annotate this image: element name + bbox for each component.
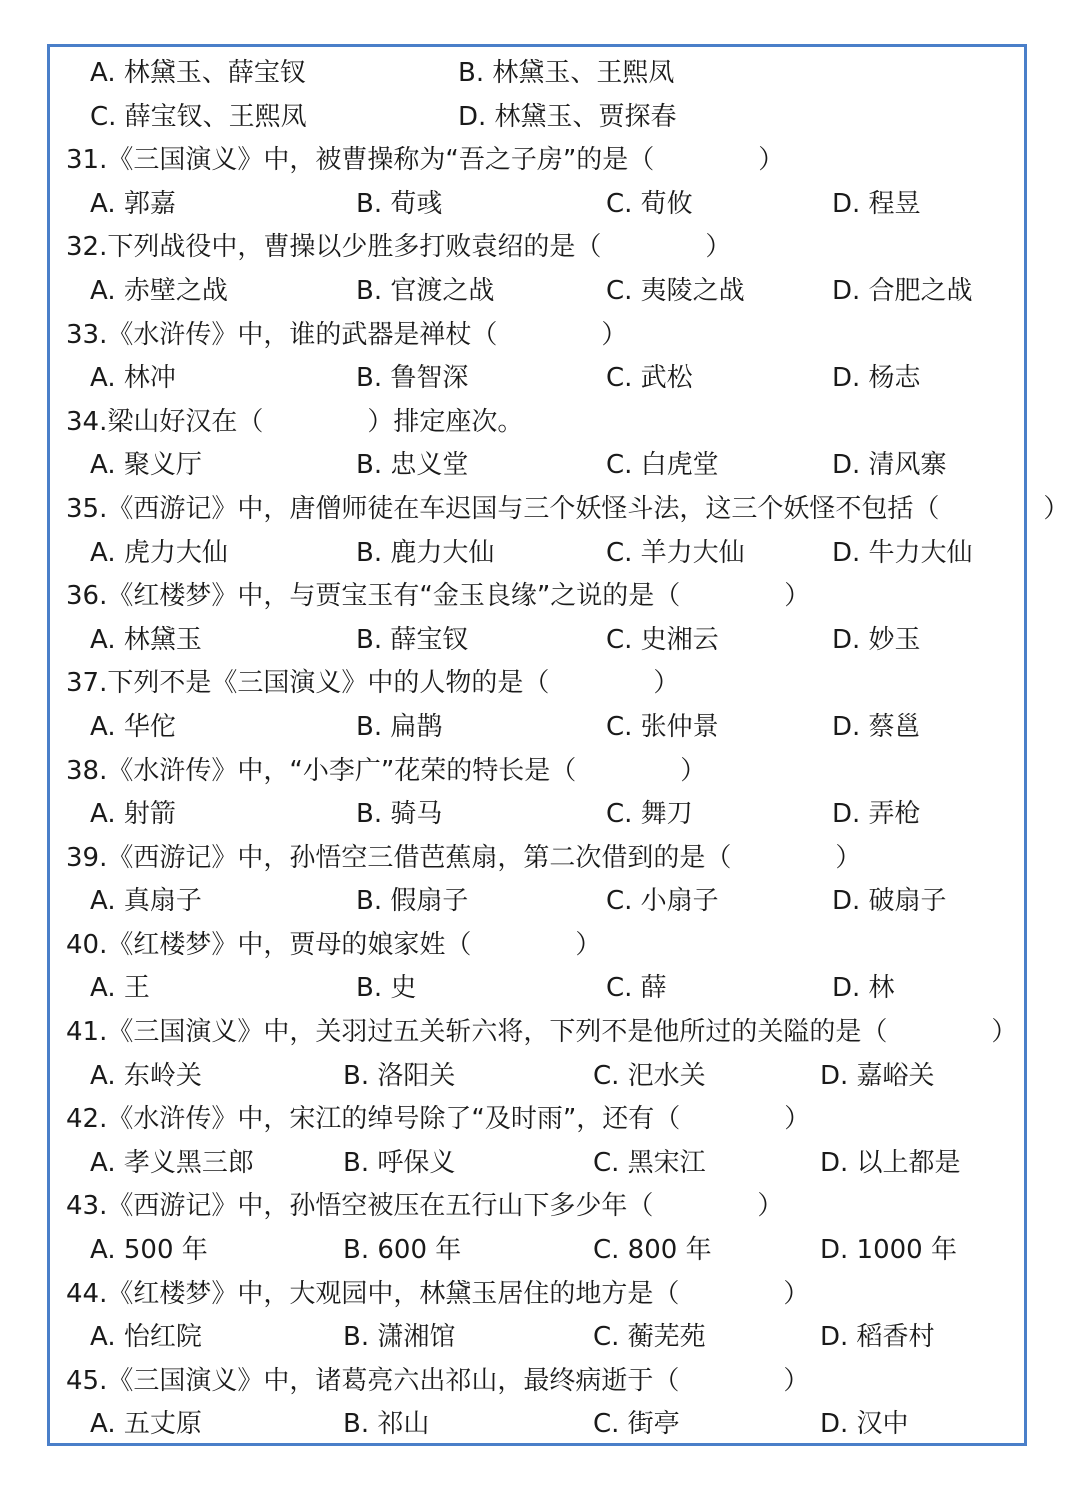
- question-row: [0, 662, 1080, 706]
- option-b: B. 潇湘馆: [343, 1322, 456, 1353]
- question-row: [0, 837, 1080, 881]
- question-row: [0, 139, 1080, 183]
- option-a: A. 射箭: [90, 799, 176, 830]
- option-d: D. 破扇子: [832, 886, 947, 917]
- option-row: [0, 1142, 1080, 1186]
- option-c: C. 薛宝钗、王熙凤: [90, 101, 307, 132]
- option-d: D. 杨志: [832, 363, 921, 394]
- option-c: C. 夷陵之战: [606, 275, 745, 306]
- option-d: D. 林: [832, 973, 895, 1004]
- option-d: D. 弄枪: [832, 799, 921, 830]
- option-c: C. 张仲景: [606, 711, 719, 742]
- option-c: C. 街亭: [593, 1409, 680, 1440]
- question-row: [0, 750, 1080, 794]
- option-b: B. 洛阳关: [343, 1060, 456, 1091]
- option-a: A. 林冲: [90, 363, 176, 394]
- question-row: [0, 1098, 1080, 1142]
- option-row: [0, 880, 1080, 924]
- option-d: D. 妙玉: [832, 624, 921, 655]
- question-row: [0, 314, 1080, 358]
- option-row: [0, 793, 1080, 837]
- option-d: D. 稻香村: [820, 1322, 935, 1353]
- question-text: 34.梁山好汉在（ ）排定座次。: [66, 406, 524, 437]
- option-c: C. 蘅芜苑: [593, 1322, 706, 1353]
- question-row: [0, 575, 1080, 619]
- option-d: D. 1000 年: [820, 1235, 957, 1266]
- option-row: [0, 619, 1080, 663]
- option-row: [0, 1403, 1080, 1447]
- option-b: B. 薛宝钗: [356, 624, 469, 655]
- option-c: C. 黑宋江: [593, 1147, 706, 1178]
- option-d: D. 合肥之战: [832, 275, 973, 306]
- option-a: A. 赤壁之战: [90, 275, 228, 306]
- question-row: [0, 1360, 1080, 1404]
- question-row: [0, 1011, 1080, 1055]
- option-b: B. 600 年: [343, 1235, 462, 1266]
- option-row: [0, 444, 1080, 488]
- question-text: 33.《水浒传》中，谁的武器是禅杖（ ）: [66, 319, 628, 350]
- option-b: B. 鹿力大仙: [356, 537, 495, 568]
- option-c: C. 薛: [606, 973, 667, 1004]
- option-row: [0, 532, 1080, 576]
- option-d: D. 程昱: [832, 188, 921, 219]
- question-text: 32.下列战役中，曹操以少胜多打败袁绍的是（ ）: [66, 232, 732, 263]
- option-row: [0, 1316, 1080, 1360]
- option-d: D. 蔡邕: [832, 711, 921, 742]
- question-row: [0, 226, 1080, 270]
- option-a: A. 林黛玉、薛宝钗: [90, 58, 306, 88]
- question-text: 42.《水浒传》中，宋江的绰号除了“及时雨”，还有（ ）: [66, 1104, 811, 1135]
- option-a: A. 东岭关: [90, 1060, 202, 1091]
- question-text: 36.《红楼梦》中，与贾宝玉有“金玉良缘”之说的是（ ）: [66, 581, 811, 612]
- option-d: D. 以上都是: [820, 1147, 961, 1178]
- option-a: A. 华佗: [90, 711, 176, 742]
- option-row: [0, 183, 1080, 227]
- option-b: B. 呼保义: [343, 1147, 456, 1178]
- option-a: A. 五丈原: [90, 1409, 202, 1440]
- option-row: [0, 967, 1080, 1011]
- question-text: 37.下列不是《三国演义》中的人物的是（ ）: [66, 668, 680, 699]
- option-b: B. 鲁智深: [356, 363, 469, 394]
- option-c: C. 舞刀: [606, 799, 693, 830]
- question-text: 38.《水浒传》中，“小李广”花荣的特长是（ ）: [66, 755, 707, 786]
- question-row: [0, 488, 1080, 532]
- question-text: 39.《西游记》中，孙悟空三借芭蕉扇，第二次借到的是（ ）: [66, 842, 862, 873]
- option-b: B. 骑马: [356, 799, 443, 830]
- option-row: [0, 52, 1080, 96]
- option-a: A. 怡红院: [90, 1322, 202, 1353]
- option-c: C. 荀攸: [606, 188, 693, 219]
- option-d: D. 汉中: [820, 1409, 909, 1440]
- option-b: B. 荀彧: [356, 188, 443, 219]
- question-text: 31.《三国演义》中，被曹操称为“吾之子房”的是（ ）: [66, 145, 785, 176]
- option-c: C. 武松: [606, 363, 693, 394]
- option-b: B. 祁山: [343, 1409, 430, 1440]
- option-row: [0, 270, 1080, 314]
- option-a: A. 林黛玉: [90, 624, 202, 655]
- option-a: A. 王: [90, 973, 150, 1004]
- option-c: C. 白虎堂: [606, 450, 719, 481]
- option-row: [0, 357, 1080, 401]
- option-a: A. 聚义厅: [90, 450, 202, 481]
- option-row: [0, 1055, 1080, 1099]
- question-text: 41.《三国演义》中，关羽过五关斩六将，下列不是他所过的关隘的是（ ）: [66, 1017, 1018, 1048]
- option-row: [0, 1229, 1080, 1273]
- option-b: B. 扁鹊: [356, 711, 443, 742]
- option-c: C. 小扇子: [606, 886, 719, 917]
- question-row: [0, 401, 1080, 445]
- option-d: D. 牛力大仙: [832, 537, 973, 568]
- option-d: D. 清风寨: [832, 450, 947, 481]
- question-list: [0, 52, 1080, 1447]
- option-b: B. 史: [356, 973, 417, 1004]
- option-c: C. 汜水关: [593, 1060, 706, 1091]
- option-b: B. 官渡之战: [356, 275, 495, 306]
- option-d: D. 嘉峪关: [820, 1060, 935, 1091]
- question-row: [0, 924, 1080, 968]
- question-text: 35.《西游记》中，唐僧师徒在车迟国与三个妖怪斗法，这三个妖怪不包括（ ）: [66, 493, 1070, 524]
- option-d: D. 林黛玉、贾探春: [458, 101, 677, 132]
- option-a: A. 500 年: [90, 1235, 208, 1266]
- option-a: A. 真扇子: [90, 886, 202, 917]
- option-c: C. 羊力大仙: [606, 537, 745, 568]
- option-b: B. 林黛玉、王熙凤: [458, 58, 675, 88]
- option-a: A. 孝义黑三郎: [90, 1147, 254, 1178]
- option-c: C. 史湘云: [606, 624, 719, 655]
- option-c: C. 800 年: [593, 1235, 712, 1266]
- option-b: B. 假扇子: [356, 886, 469, 917]
- question-text: 44.《红楼梦》中，大观园中，林黛玉居住的地方是（ ）: [66, 1278, 810, 1309]
- question-text: 43.《西游记》中，孙悟空被压在五行山下多少年（ ）: [66, 1191, 784, 1222]
- option-row: [0, 96, 1080, 140]
- question-text: 45.《三国演义》中，诸葛亮六出祁山，最终病逝于（ ）: [66, 1365, 810, 1396]
- option-a: A. 虎力大仙: [90, 537, 228, 568]
- option-b: B. 忠义堂: [356, 450, 469, 481]
- question-row: [0, 1185, 1080, 1229]
- question-row: [0, 1273, 1080, 1317]
- option-a: A. 郭嘉: [90, 188, 176, 219]
- option-row: [0, 706, 1080, 750]
- question-text: 40.《红楼梦》中，贾母的娘家姓（ ）: [66, 929, 602, 960]
